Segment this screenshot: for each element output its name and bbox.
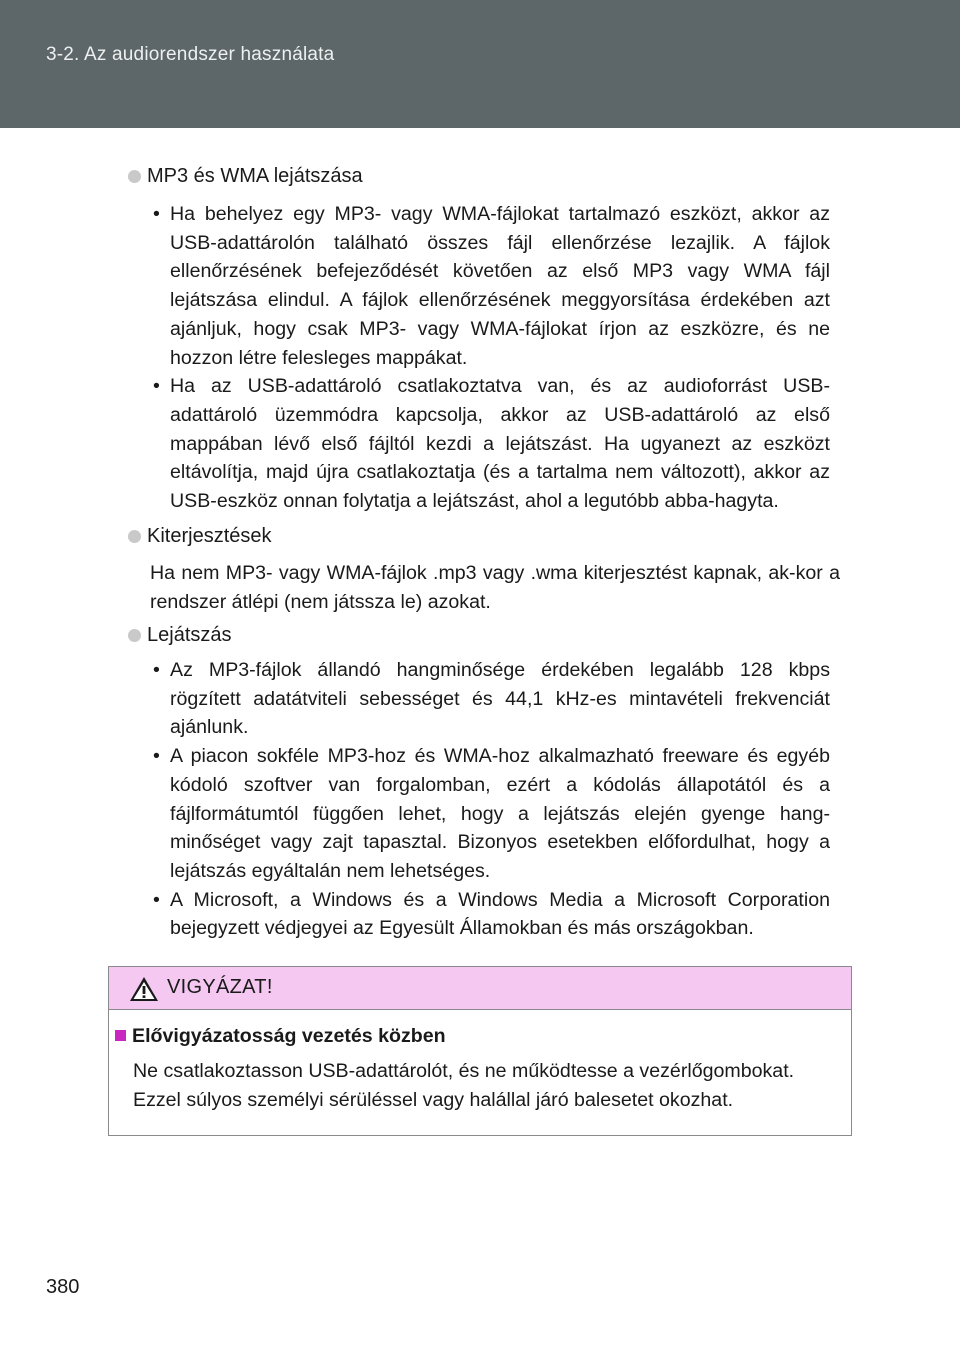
warning-subheading-text: Elővigyázatosság vezetés közben bbox=[132, 1025, 446, 1047]
section-heading-text: Kiterjesztések bbox=[147, 525, 272, 547]
circle-bullet-icon bbox=[128, 170, 141, 183]
bullet-list-playback bbox=[150, 656, 830, 943]
warning-box bbox=[108, 966, 852, 1136]
list-item: • Ha az USB-adattároló csatlakoztatva van, és az audioforrást USB-adattároló üzemmódra kapcsolja, akkor az USB-adattároló az első mappában lévő első fájltól kezdi a lejátszást. Ha ugyanezt az eszközt eltávolítja, majd újra csatlakoztatja (és a tartalma nem változott), akkor az USB-eszköz onnan folytatja a lejátszást, ahol a legutóbb abba-hagyta. bbox=[150, 372, 830, 516]
list-item: • Az MP3-fájlok állandó hangminősége érdekében legalább 128 kbps rögzített adatátviteli sebességet és 44,1 kHz-es mintavételi frekvenciát ajánlunk. bbox=[150, 656, 830, 742]
list-item: • A piacon sokféle MP3-hoz és WMA-hoz alkalmazható freeware és egyéb kódoló szoftver van forgalomban, ezért a kódolás állapotától és a fájlformátumtól függően lehet, hogy a lejátszás elején gyenge hang-minőséget vagy zajt tapasztal. Bizonyos esetekben előfordulhat, hogy a lejátszás egyáltalán nem lehetséges. bbox=[150, 742, 830, 886]
list-item: • Ha behelyez egy MP3- vagy WMA-fájlokat tartalmazó eszközt, akkor az USB-adattárolón található összes fájl ellenőrzése lezajlik. A fájlok ellenőrzésének befejeződését követően az első MP3 vagy WMA fájl lejátszása elindul. A fájlok ellenőrzésének meggyorsítása érdekében azt ajánljuk, hogy csak MP3- vagy WMA-fájlokat írjon az eszközre, és ne hozzon létre felesleges mappákat. bbox=[150, 200, 830, 372]
header-bar bbox=[0, 0, 960, 128]
page-number: 380 bbox=[46, 1276, 80, 1298]
warning-subheading bbox=[115, 1025, 446, 1048]
square-bullet-icon bbox=[115, 1030, 126, 1041]
warning-triangle-icon bbox=[129, 976, 159, 1002]
list-item: • A Microsoft, a Windows és a Windows Media a Microsoft Corporation bejegyzett védjegyei az Egyesült Államokban és más országokban. bbox=[150, 886, 830, 943]
section-heading-text: MP3 és WMA lejátszása bbox=[147, 165, 363, 187]
circle-bullet-icon bbox=[128, 530, 141, 543]
section-heading-extensions bbox=[128, 522, 272, 550]
section-heading-mp3-wma bbox=[128, 162, 363, 190]
bullet-list-mp3-wma bbox=[150, 200, 830, 516]
section-heading-text: Lejátszás bbox=[147, 624, 232, 646]
circle-bullet-icon bbox=[128, 629, 141, 642]
paragraph-extensions: Ha nem MP3- vagy WMA-fájlok .mp3 vagy .wma kiterjesztést kapnak, ak-kor a rendszer átlépi (nem játssza le) azokat. bbox=[150, 562, 840, 613]
warning-title: VIGYÁZAT! bbox=[167, 976, 273, 998]
warning-header bbox=[109, 967, 851, 1010]
header-title: 3-2. Az audiorendszer használata bbox=[46, 44, 335, 65]
warning-text: Ne csatlakoztasson USB-adattárolót, és ne működtesse a vezérlőgombokat. Ezzel súlyos személyi sérüléssel vagy halállal járó balesetet okozhat. bbox=[133, 1060, 795, 1111]
section-heading-playback bbox=[128, 621, 232, 649]
